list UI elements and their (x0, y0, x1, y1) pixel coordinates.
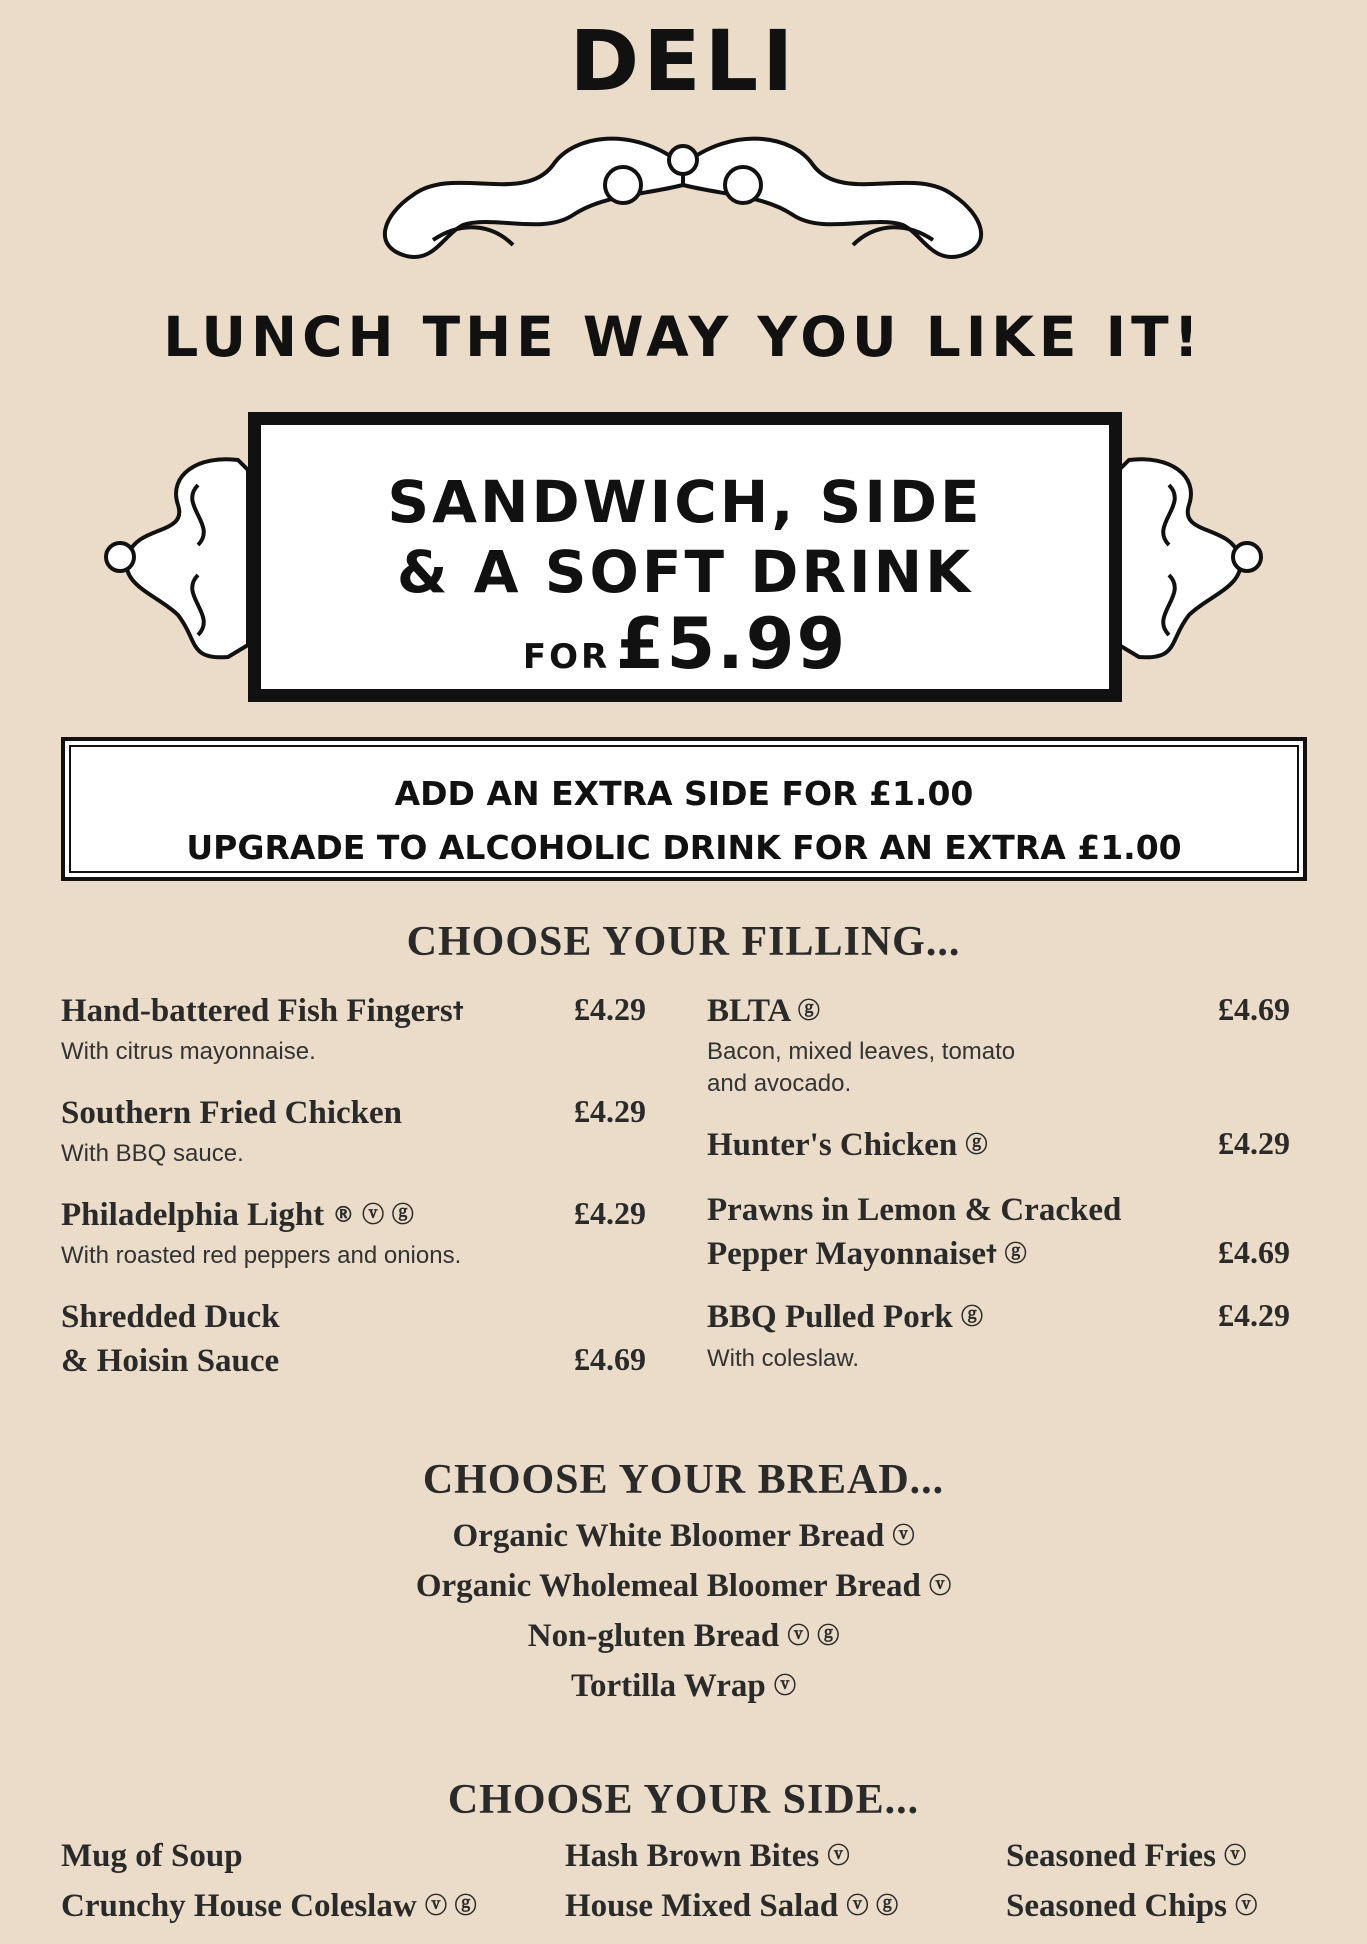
filling-item-name: Hand-battered Fish Fingers† (61, 993, 464, 1029)
side-item: Seasoned Fries ⓥ (1006, 1838, 1247, 1874)
bread-item: Tortilla Wrap ⓥ (571, 1668, 796, 1704)
extras-box (61, 737, 1307, 881)
side-heading: CHOOSE YOUR SIDE... (447, 1777, 920, 1823)
bread-item: Non-gluten Bread ⓥ ⓖ (527, 1618, 840, 1654)
filling-item-desc: and avocado. (707, 1070, 852, 1097)
filling-item-price: £4.29 (574, 1093, 646, 1129)
tagline: LUNCH THE WAY YOU LIKE IT! (163, 305, 1204, 369)
scroll-ornament-icon (98, 445, 250, 670)
side-item: Mug of Soup (61, 1838, 243, 1874)
scroll-ornament-icon (1117, 445, 1269, 670)
bread-heading: CHOOSE YOUR BREAD... (422, 1457, 945, 1503)
offer-price: £5.99 (615, 603, 848, 685)
filling-item-desc: With citrus mayonnaise. (61, 1038, 316, 1065)
bread-item: Organic Wholemeal Bloomer Bread ⓥ (415, 1568, 952, 1604)
ornamental-flourish-icon (373, 125, 993, 275)
filling-item-name: Prawns in Lemon & Cracked (707, 1192, 1122, 1228)
offer-box (248, 412, 1122, 702)
filling-item-price: £4.69 (574, 1341, 646, 1377)
offer-line-1: SANDWICH, SIDE (387, 468, 983, 536)
side-item: Hash Brown Bites ⓥ (565, 1838, 850, 1874)
filling-item-name: & Hoisin Sauce (61, 1343, 280, 1379)
filling-item-name: Shredded Duck (61, 1299, 280, 1335)
filling-item-name: BLTA ⓖ (707, 993, 820, 1029)
filling-item-desc: With coleslaw. (707, 1345, 860, 1372)
filling-item-name: BBQ Pulled Pork ⓖ (707, 1299, 983, 1335)
filling-item-name: Philadelphia Light ® ⓥ ⓖ (61, 1197, 414, 1233)
side-item: Crunchy House Coleslaw ⓥ ⓖ (61, 1888, 477, 1924)
filling-item-name: Pepper Mayonnaise† ⓖ (707, 1236, 1027, 1272)
filling-item-price: £4.69 (1218, 1234, 1290, 1270)
filling-item-name: Hunter's Chicken ⓖ (707, 1127, 988, 1163)
side-item: House Mixed Salad ⓥ ⓖ (565, 1888, 899, 1924)
filling-item-desc: With roasted red peppers and onions. (61, 1242, 462, 1269)
offer-for-label: FOR (522, 637, 611, 677)
side-item: Seasoned Chips ⓥ (1006, 1888, 1258, 1924)
filling-item-price: £4.29 (1218, 1125, 1290, 1161)
offer-line-2: & A SOFT DRINK (396, 538, 974, 606)
extras-line-1: ADD AN EXTRA SIDE FOR £1.00 (394, 774, 974, 813)
filling-item-price: £4.29 (574, 1195, 646, 1231)
filling-item-desc: Bacon, mixed leaves, tomato (707, 1038, 1016, 1065)
filling-item-price: £4.29 (1218, 1297, 1290, 1333)
filling-item-desc: With BBQ sauce. (61, 1140, 244, 1167)
filling-item-name: Southern Fried Chicken (61, 1095, 403, 1131)
extras-line-2: UPGRADE TO ALCOHOLIC DRINK FOR AN EXTRA £1.00 (186, 828, 1182, 867)
filling-item-price: £4.29 (574, 991, 646, 1027)
filling-heading: CHOOSE YOUR FILLING... (406, 919, 961, 965)
bread-item: Organic White Bloomer Bread ⓥ (452, 1518, 915, 1554)
filling-item-price: £4.69 (1218, 991, 1290, 1027)
page-title: DELI (569, 12, 798, 110)
